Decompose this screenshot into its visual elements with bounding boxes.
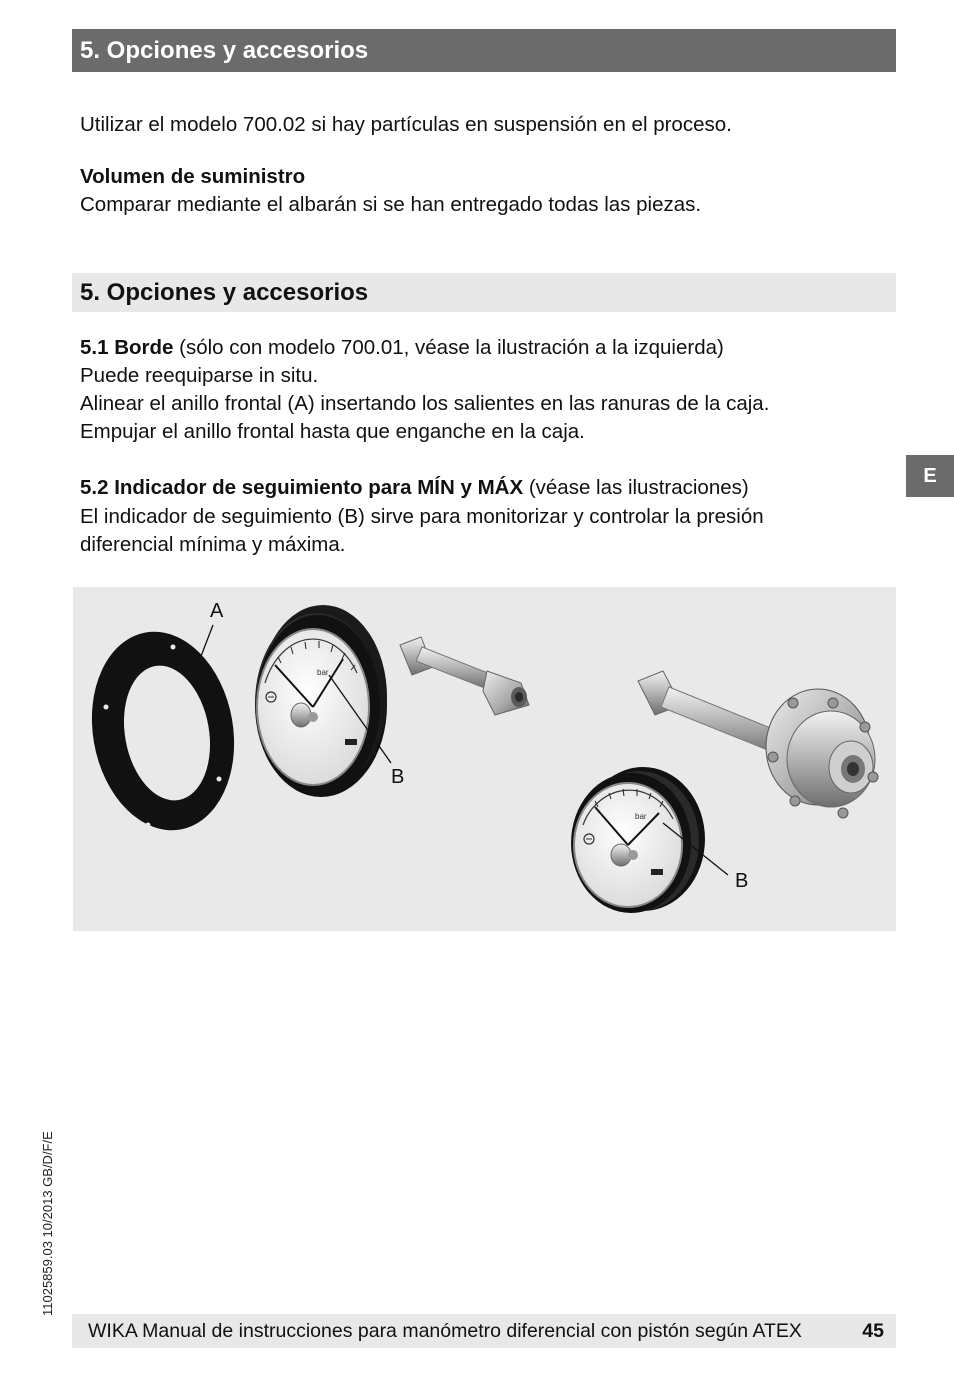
s52-line: diferencial mínima y máxima. (80, 533, 346, 556)
label-b-right: B (735, 870, 749, 892)
s51-heading-line (80, 334, 724, 362)
language-tab: E (906, 455, 954, 497)
gauge-left (255, 605, 387, 797)
s52-line: El indicador de seguimiento (B) sirve para monitorizar y controlar la presión (80, 505, 764, 528)
s52-title: 5.2 Indicador de seguimiento para MÍN y MÁX (80, 476, 524, 499)
section-title: 5. Opciones y accesorios (72, 273, 896, 312)
accessories-illustration (73, 587, 896, 931)
footer-text: WIKA Manual de instrucciones para manómetro diferencial con pistón según ATEX (88, 1320, 802, 1342)
supply-text: Comparar mediante el albarán si se han entregado todas las piezas. (80, 193, 702, 216)
s51-note: (sólo con modelo 700.01, véase la ilustración a la izquierda) (173, 336, 724, 359)
page-number: 45 (862, 1320, 884, 1342)
s51-line: Empujar el anillo frontal hasta que enganche en la caja. (80, 420, 585, 443)
page-footer (72, 1314, 896, 1348)
gauge-unit-label: bar (317, 668, 329, 677)
label-b-left: B (391, 766, 405, 788)
s51-line: Puede reequiparse in situ. (80, 364, 319, 387)
supply-heading: Volumen de suministro (80, 165, 306, 188)
s51-line: Alinear el anillo frontal (A) insertando los salientes en las ranuras de la caja. (80, 392, 770, 415)
page-header: 5. Opciones y accesorios (72, 29, 896, 72)
s51-title: 5.1 Borde (80, 336, 174, 359)
leader-a (198, 625, 213, 664)
label-a: A (210, 600, 224, 622)
s52-note: (véase las ilustraciones) (523, 476, 749, 499)
adapter-fitting (400, 637, 529, 715)
document-number: 11025859.03 10/2013 GB/D/F/E (40, 1131, 55, 1316)
gauge-unit-label: bar (635, 812, 647, 821)
illustration-drawing (73, 587, 896, 931)
intro-text: Utilizar el modelo 700.02 si hay partículas en suspensión en el proceso. (80, 113, 732, 136)
front-ring (77, 620, 250, 841)
s52-heading-line (80, 474, 749, 502)
